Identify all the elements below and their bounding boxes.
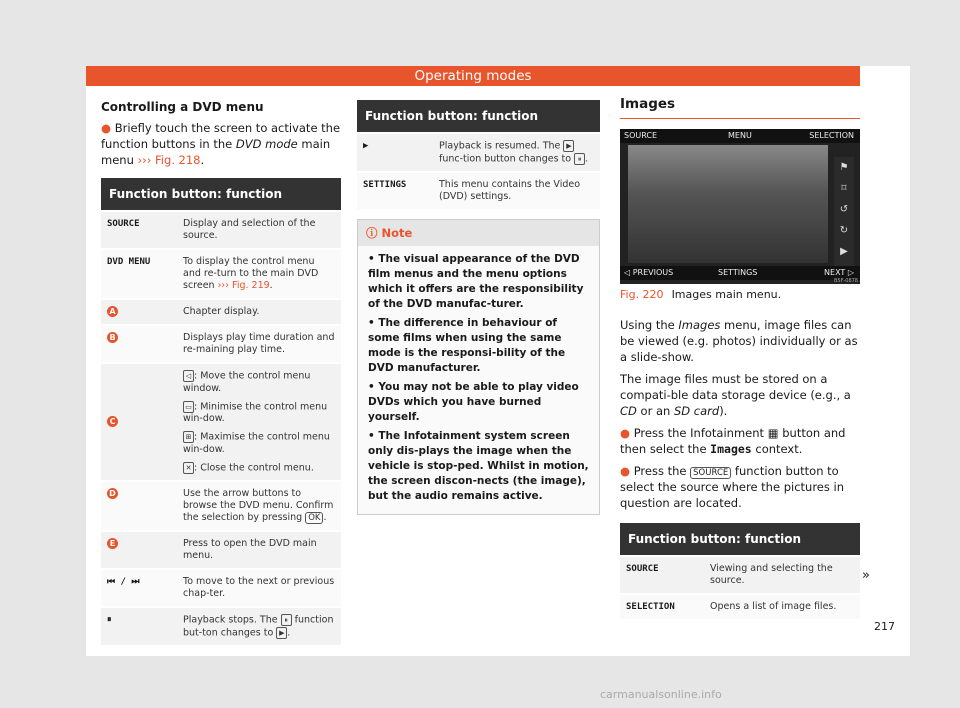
instruction-bullet: ● Briefly touch the screen to activate the function buttons in the DVD mode main menu ››› Fig. 218.	[101, 121, 341, 167]
callout-c-icon: C	[107, 416, 118, 427]
play-icon: ▶	[357, 133, 433, 172]
note-item: • The Infotainment system screen only dis-plays the image when the vehicle is stop-ped. Whilst in motion, the screen discon-nects (the image), but the audio remains active.	[368, 430, 589, 502]
menu-label: MENU	[728, 131, 752, 140]
figure-link[interactable]: ››› Fig. 218	[137, 153, 201, 167]
note-item: • The difference in behaviour of some films when using the same mode is the responsi-bility of the DVD manufacturer.	[368, 317, 566, 374]
table-row: ⏮ / ⏭ To move to the next or previous chap-ter.	[101, 569, 341, 607]
table-row: C ◁ : Move the control menu window. ▭ : Minimise the control menu win-dow. ⊞ : Maximise the control menu win-dow. ✕ : Close the control menu.	[101, 363, 341, 481]
section-header: Operating modes	[86, 66, 860, 86]
images-title: Images	[620, 96, 860, 119]
note-header: ⓘ Note	[358, 220, 599, 246]
table-row: SETTINGS This menu contains the Video (DVD) settings.	[357, 172, 600, 209]
source-label: SOURCE	[624, 131, 658, 140]
function-table	[620, 523, 860, 619]
play-icon: ▶	[276, 627, 287, 639]
source-key-icon: SOURCE	[690, 467, 731, 479]
paragraph: The image files must be stored on a compati-ble data storage device (e.g., a CD or an SD card).	[620, 372, 851, 418]
instruction-bullet: ● Press the SOURCE function button to select the source where the pictures in question are located.	[620, 464, 844, 510]
callout-b-icon: B	[107, 332, 118, 343]
callout-a-icon: A	[107, 306, 118, 317]
figure-caption: Fig. 220 Images main menu.	[620, 288, 782, 301]
right-column	[620, 86, 860, 619]
table-row: SOURCE Display and selection of the source.	[101, 211, 341, 249]
pause-icon: ⏸	[281, 614, 292, 626]
figure-link[interactable]: ››› Fig. 219	[217, 280, 270, 291]
table-row: SELECTION Opens a list of image files.	[620, 594, 860, 619]
paragraph: Using the Images menu, image files can be viewed (e.g. photos) individually or as a slide-show.	[620, 318, 858, 364]
play-icon: ▶	[840, 246, 848, 257]
left-column	[101, 86, 341, 645]
table-row: B Displays play time duration and re-maining play time.	[101, 325, 341, 363]
move-icon: ◁	[183, 370, 194, 382]
fit-icon: ⌑	[841, 183, 847, 194]
watermark-footer: carmanualsonline.info	[600, 688, 722, 701]
table-row: D Use the arrow buttons to browse the DVD menu. Confirm the selection by pressing OK .	[101, 481, 341, 531]
middle-column	[357, 100, 600, 515]
maximise-icon: ⊞	[183, 431, 194, 443]
note-item: • You may not be able to play video DVDs which you have burned yourself.	[368, 381, 579, 423]
table-header: Function button: function	[101, 178, 341, 211]
selection-label: SELECTION	[809, 131, 854, 140]
continued-icon: »	[862, 568, 870, 583]
close-icon: ✕	[183, 462, 194, 474]
section-heading: Controlling a DVD menu	[101, 100, 264, 114]
note-box	[357, 219, 600, 515]
note-body	[358, 246, 599, 514]
table-row: ⏸ Playback stops. The ⏸ function but-ton changes to ▶ .	[101, 607, 341, 645]
function-table	[101, 178, 341, 645]
page-number: 217	[874, 620, 895, 633]
callout-d-icon: D	[107, 488, 118, 499]
rotate-right-icon: ↻	[839, 225, 849, 236]
instruction-bullet: ● Press the Infotainment ▦ button and then select the Images context.	[620, 426, 846, 456]
rotate-left-icon: ↺	[839, 204, 849, 215]
next-label: NEXT ▷	[824, 268, 854, 277]
info-icon: ⓘ	[366, 226, 382, 240]
image-code: B5F-0878	[833, 278, 858, 284]
table-row: E Press to open the DVD main menu.	[101, 531, 341, 569]
pause-icon: ⏸	[574, 153, 585, 165]
callout-e-icon: E	[107, 538, 118, 549]
table-row: A Chapter display.	[101, 299, 341, 325]
settings-label: SETTINGS	[718, 268, 758, 277]
play-icon: ▶	[563, 140, 574, 152]
ok-key-icon: OK	[305, 512, 323, 524]
bullet-icon: ●	[101, 121, 115, 135]
function-table	[357, 100, 600, 209]
table-header: Function button: function	[620, 523, 860, 556]
table-header: Function button: function	[357, 100, 600, 133]
pause-icon: ⏸	[101, 607, 177, 645]
table-row: SOURCE Viewing and selecting the source.	[620, 556, 860, 594]
minimise-icon: ▭	[183, 401, 194, 413]
note-item: • The visual appearance of the DVD film menus and the menu options which it offers are the responsibility of the DVD manufac-turer.	[368, 253, 584, 310]
table-row: ▶ Playback is resumed. The ▶ func-tion button changes to ⏸ .	[357, 133, 600, 172]
images-screenshot	[620, 129, 860, 284]
table-row: DVD MENU To display the control menu and re-turn to the main DVD screen ››› Fig. 219.	[101, 249, 341, 299]
previous-label: ◁ PREVIOUS	[624, 268, 674, 277]
photo-preview	[628, 145, 828, 263]
menu-grid-icon: ▦	[767, 426, 779, 440]
side-controls	[834, 157, 854, 267]
flag-icon: ⚑	[839, 162, 849, 173]
skip-icon: ⏮ / ⏭	[101, 569, 177, 607]
